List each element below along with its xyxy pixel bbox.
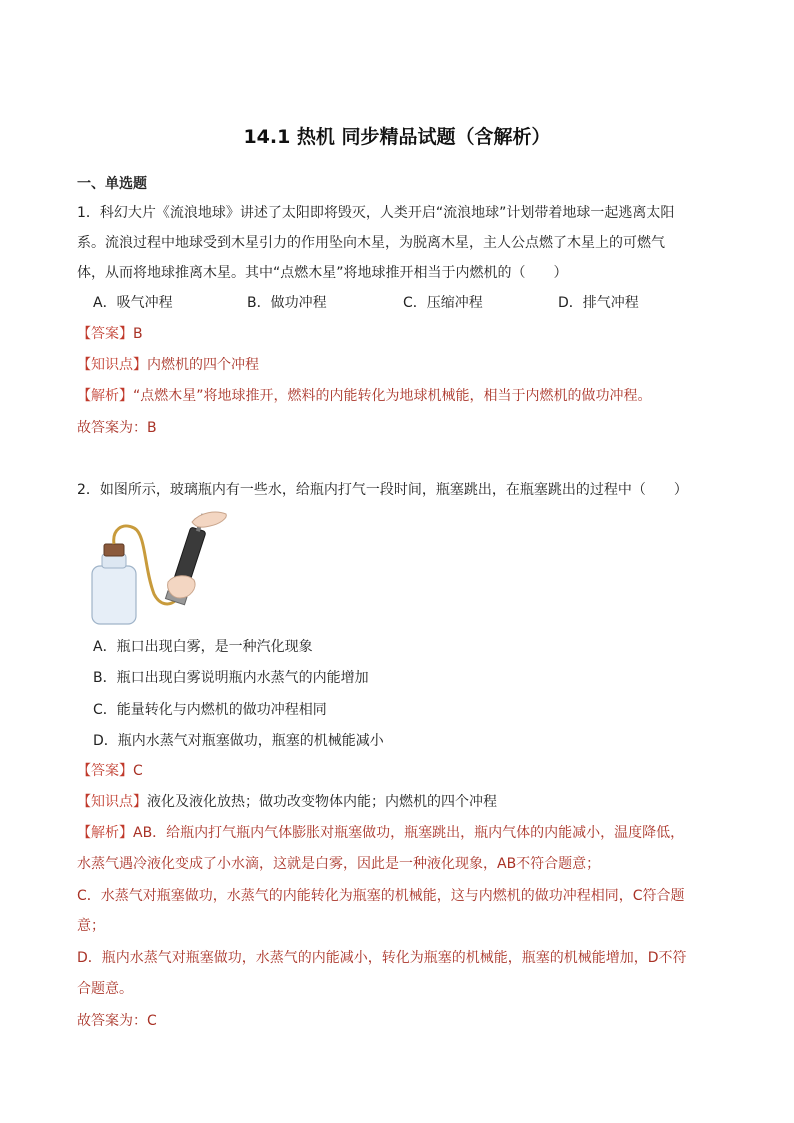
q2-analysis-line-1 [77,823,684,843]
answer-tag: 【答案】 [77,326,133,342]
section-heading: 一、单选题 [77,176,147,192]
q2-answer-value: C [133,763,143,779]
analysis-tag: 【解析】 [77,388,133,404]
q2-analysis-line-4: 意； [77,918,105,934]
q1-analysis-value: “点燃木星”将地球推开，燃料的内能转化为地球机械能，相当于内燃机的做功冲程。 [133,388,652,404]
glass-bottle [92,566,136,624]
q2-analysis-line-3: C．水蒸气对瓶塞做功，水蒸气的内能转化为瓶塞的机械能，这与内燃机的做功冲程相同，C符合题 [77,888,685,904]
bottle-pump-figure [88,508,238,628]
q2-analysis-line-2: 水蒸气遇冷液化变成了小水滴，这就是白雾，因此是一种液化现象，AB不符合题意； [77,856,601,872]
knowledge-tag: 【知识点】 [77,357,147,373]
q2-analysis-line-6: 合题意。 [77,981,133,997]
q1-stem-line-3: 体，从而将地球推离木星。其中“点燃木星”将地球推开相当于内燃机的（ ） [77,265,568,281]
q1-answer-value: B [133,326,143,342]
q2-analysis-line-5: D．瓶内水蒸气对瓶塞做功，水蒸气的内能减小，转化为瓶塞的机械能，瓶塞的机械能增加，D不符 [77,950,687,966]
answer-tag: 【答案】 [77,763,133,779]
q1-option-b: B．做功冲程 [247,295,327,311]
q2-stem: 2．如图所示，玻璃瓶内有一些水，给瓶内打气一段时间，瓶塞跳出，在瓶塞跳出的过程中（ ） [77,482,688,498]
q2-analysis-text-1: AB．给瓶内打气瓶内气体膨胀对瓶塞做功，瓶塞跳出，瓶内气体的内能减小，温度降低， [133,825,685,841]
q1-option-d: D．排气冲程 [558,295,639,311]
q2-answer [77,761,143,781]
q2-knowledge [77,792,497,812]
q1-stem-line-1: 1．科幻大片《流浪地球》讲述了太阳即将毁灭，人类开启“流浪地球”计划带着地球一起逃离太阳 [77,205,675,221]
bottle-stopper [104,544,124,556]
q2-option-c: C．能量转化与内燃机的做功冲程相同 [93,702,327,718]
q2-option-a: A．瓶口出现白雾，是一种汽化现象 [93,639,313,655]
knowledge-tag: 【知识点】 [77,794,147,810]
q1-knowledge-value: 内燃机的四个冲程 [147,357,259,373]
upper-hand [192,512,226,527]
page-title: 14.1 热机 同步精品试题（含解析） [243,126,551,148]
q1-stem-line-2: 系。流浪过程中地球受到木星引力的作用坠向木星，为脱离木星，主人公点燃了木星上的可燃气 [77,235,665,251]
q1-option-a: A．吸气冲程 [93,295,173,311]
q1-final-answer: 故答案为：B [77,420,157,436]
q1-analysis [77,386,652,406]
lower-hand [168,576,195,598]
q2-knowledge-value: 液化及液化放热；做功改变物体内能；内燃机的四个冲程 [147,794,497,810]
q1-answer [77,324,143,344]
q1-option-c: C．压缩冲程 [403,295,483,311]
q2-final-answer: 故答案为：C [77,1013,157,1029]
q2-option-b: B．瓶口出现白雾说明瓶内水蒸气的内能增加 [93,670,369,686]
analysis-tag: 【解析】 [77,825,133,841]
q1-knowledge [77,355,259,375]
q2-option-d: D．瓶内水蒸气对瓶塞做功，瓶塞的机械能减小 [93,733,384,749]
